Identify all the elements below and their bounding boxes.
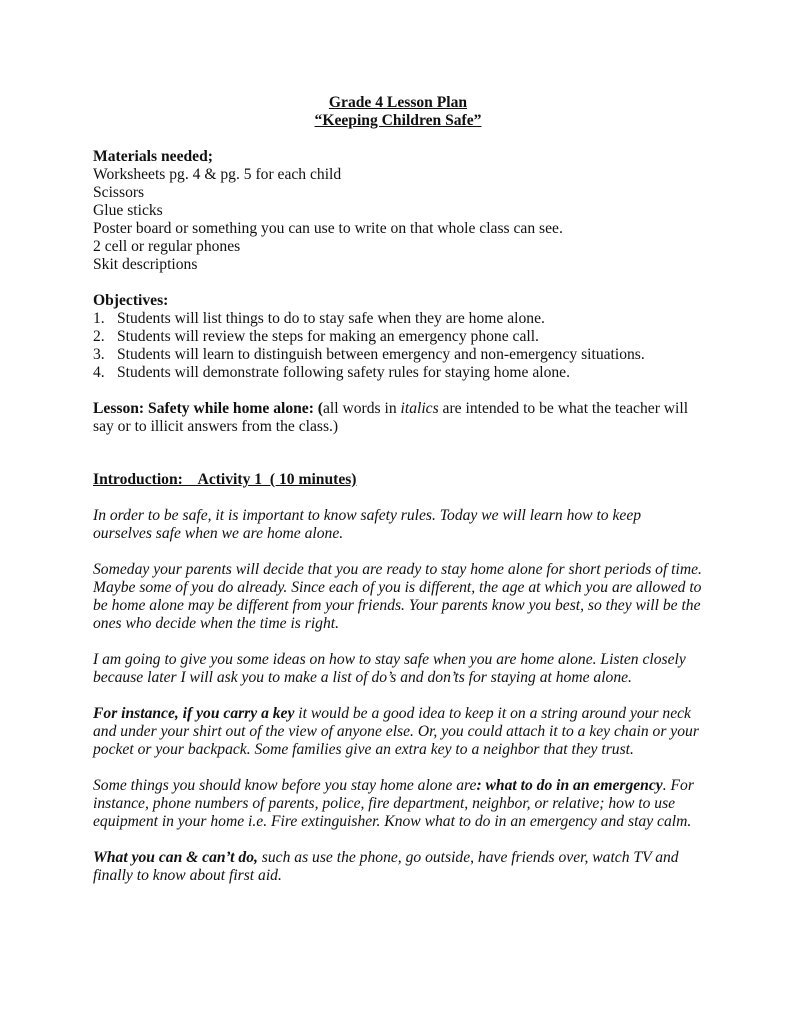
materials-item: Poster board or something you can use to write on that whole class can see. <box>93 220 563 237</box>
spacer <box>93 274 703 292</box>
paragraph-text: . For instance, phone numbers of parents, police, fire department, neighbor, or relative; how to use equipment in your home i.e. Fire extinguisher. Know what to do in an emergency and stay calm. <box>93 777 694 830</box>
intro-paragraph-4 <box>93 705 703 759</box>
intro-paragraph-2: Someday your parents will decide that you are ready to stay home alone for short periods of time. Maybe some of you do already. Since each of you is different, the age at which you are allowed to be home alone may be different from your friends. Your parents know you best, so they will be the ones who decide when the time is right. <box>93 561 702 632</box>
doc-title-line1: Grade 4 Lesson Plan <box>328 94 468 111</box>
objectives-list <box>93 310 703 382</box>
lesson-paragraph <box>93 400 703 436</box>
lesson-text: all words in <box>323 400 401 417</box>
spacer <box>93 831 703 849</box>
objective-text: Students will learn to distinguish between emergency and non-emergency situations. <box>117 346 645 363</box>
objective-text: Students will demonstrate following safety rules for staying home alone. <box>117 364 570 381</box>
spacer <box>93 436 703 471</box>
objective-text: Students will review the steps for making an emergency phone call. <box>117 328 539 345</box>
objective-number: 4. <box>93 364 105 381</box>
intro-paragraph-1: In order to be safe, it is important to know safety rules. Today we will learn how to keep ourselves safe when we are home alone. <box>93 507 642 542</box>
objective-item <box>93 364 703 382</box>
objective-text: Students will list things to do to stay safe when they are home alone. <box>117 310 545 327</box>
lesson-text: are intended to be what the teacher will say or to illicit answers from the class.) <box>93 400 689 435</box>
materials-item: Worksheets pg. 4 & pg. 5 for each child <box>93 166 342 183</box>
objective-number: 2. <box>93 328 105 345</box>
materials-item: Glue sticks <box>93 202 163 219</box>
materials-item: 2 cell or regular phones <box>93 238 241 255</box>
paragraph-text: Some things you should know before you stay home alone are <box>93 777 477 794</box>
emergency-emphasis: : what to do in an emergency <box>476 777 663 794</box>
paragraph-text: such as use the phone, go outside, have friends over, watch TV and finally to know about first aid. <box>93 849 679 884</box>
can-cant-emphasis: What you can & can’t do, <box>93 849 258 866</box>
intro-paragraph-5 <box>93 777 703 831</box>
materials-item: Skit descriptions <box>93 256 198 273</box>
spacer <box>93 543 703 561</box>
objective-item <box>93 328 703 346</box>
materials-heading: Materials needed; <box>93 148 213 165</box>
paragraph-text: it would be a good idea to keep it on a string around your neck and under your shirt out of the view of anyone else. Or, you could attach it to a key chain or your pocket or your backpack. Some families give an extra key to a neighbor that they trust. <box>93 705 699 758</box>
introduction-heading: Introduction: Activity 1 ( 10 minutes) <box>93 471 357 488</box>
doc-title-line2: “Keeping Children Safe” <box>314 112 482 129</box>
objective-number: 1. <box>93 310 105 327</box>
objective-number: 3. <box>93 346 105 363</box>
spacer <box>93 382 703 400</box>
lesson-heading: Lesson: Safety while home alone: ( <box>93 400 323 417</box>
spacer <box>93 489 703 507</box>
lesson-italics-word: italics <box>400 400 439 417</box>
spacer <box>93 759 703 777</box>
spacer <box>93 130 703 148</box>
intro-paragraph-3: I am going to give you some ideas on how to stay safe when you are home alone. Listen closely because later I will ask you to make a list of do’s and don’ts for staying at home alone. <box>93 651 686 686</box>
materials-item: Scissors <box>93 184 145 201</box>
objective-item <box>93 346 703 364</box>
document-page <box>93 94 703 885</box>
spacer <box>93 687 703 705</box>
objectives-heading: Objectives: <box>93 292 169 309</box>
objective-item <box>93 310 703 328</box>
key-emphasis: For instance, if you carry a key <box>93 705 295 722</box>
spacer <box>93 633 703 651</box>
intro-paragraph-6 <box>93 849 703 885</box>
